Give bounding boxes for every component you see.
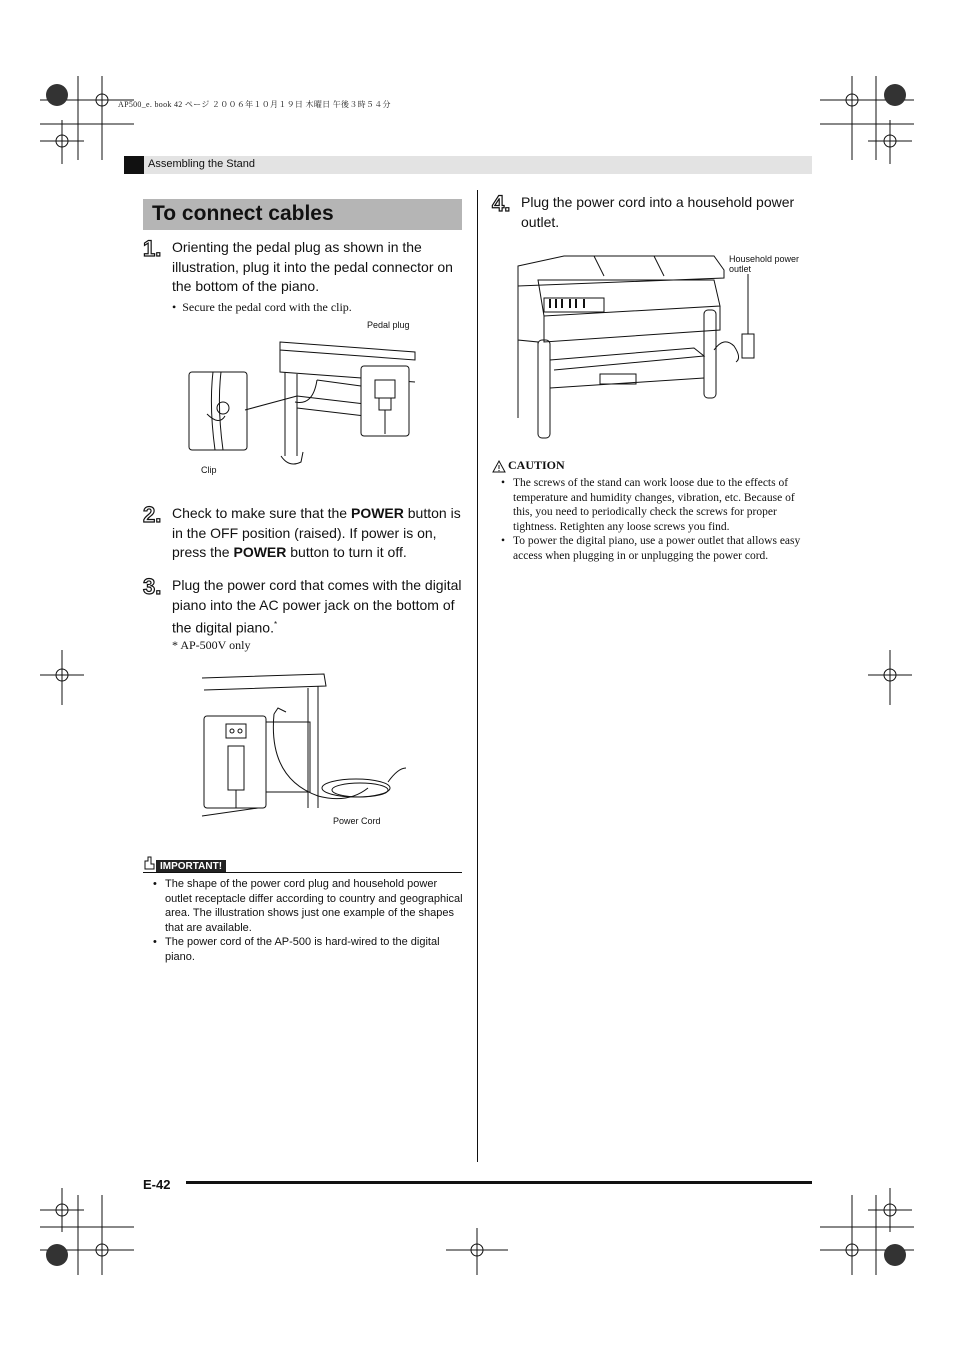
- hand-icon: [142, 855, 156, 871]
- outlet-label-line-1: Household power: [729, 254, 800, 264]
- pedal-connection-illustration: [185, 316, 445, 476]
- outlet-label-line-2: outlet: [729, 264, 752, 274]
- step-2-number: 2.: [143, 502, 162, 527]
- list-item: • The shape of the power cord plug and household power outlet receptacle differ according to country and geographical area. The illustration shows just one example of the shapes that are available.: [152, 877, 464, 935]
- step-1-note: [172, 300, 462, 315]
- step-1-text: Orienting the pedal plug as shown in the illustration, plug it into the pedal connector on the bottom of the piano.: [172, 239, 453, 294]
- pedal-plug-label: Pedal plug: [367, 320, 410, 330]
- page-number: E-42: [143, 1177, 171, 1192]
- power-cord-label: Power Cord: [333, 816, 381, 826]
- step-1-number: 1.: [143, 236, 162, 261]
- footer-rule: [186, 1181, 812, 1184]
- step-3-footnote: * AP-500V only: [172, 638, 251, 652]
- step-2-text-part: button is in the OFF position (raised). If power is on, press the: [172, 505, 461, 560]
- list-item: • The screws of the stand can work loose due to the effects of temperature and humidity changes, vibration, etc. Because of this, you need to periodically check the screws for proper tightness. Retighten any loose screws you find.: [500, 476, 812, 534]
- step-2-text-part: button to turn it off.: [286, 544, 407, 560]
- page-title: To connect cables: [152, 202, 334, 225]
- step-3-number: 3.: [143, 574, 162, 599]
- file-info: AP500_e. book 42 ページ ２００６年１０月１９日 木曜日 午後３時５４分: [118, 100, 391, 109]
- important-list: [152, 877, 464, 965]
- section-title: Assembling the Stand: [148, 158, 256, 170]
- step-2-text-part: Check to make sure that the: [172, 505, 351, 521]
- power-jack-illustration: [198, 668, 428, 838]
- caution-heading: CAUTION: [508, 458, 565, 472]
- step-4-number: 4.: [492, 191, 511, 216]
- step-4-text: Plug the power cord into a household power outlet.: [521, 194, 795, 230]
- footnote-marker: *: [273, 620, 278, 629]
- bullet: •: [172, 300, 183, 314]
- piano-outlet-illustration: [514, 250, 764, 440]
- step-2-text: [172, 504, 464, 563]
- section-header: [124, 156, 812, 174]
- household-outlet-label: [729, 254, 799, 274]
- important-badge: IMPORTANT!: [156, 860, 226, 873]
- list-item: • The power cord of the AP-500 is hard-wired to the digital piano.: [152, 935, 464, 964]
- column-divider: [477, 190, 478, 1162]
- warning-icon: [492, 460, 506, 473]
- step-3-text-main: Plug the power cord that comes with the digital piano into the AC power jack on the bottom of the digital piano.: [172, 577, 462, 636]
- power-keyword: POWER: [350, 505, 404, 521]
- clip-label: Clip: [201, 465, 217, 475]
- section-tab: [124, 156, 144, 174]
- power-keyword: POWER: [233, 544, 287, 560]
- step-1-note-text: Secure the pedal cord with the clip.: [182, 300, 352, 314]
- caution-list: [500, 476, 812, 563]
- important-rule: [143, 872, 462, 873]
- page-title-bar: [143, 199, 462, 230]
- list-item: • To power the digital piano, use a power outlet that allows easy access when plugging in or unplugging the power cord.: [500, 534, 812, 563]
- step-3-text: [172, 576, 464, 638]
